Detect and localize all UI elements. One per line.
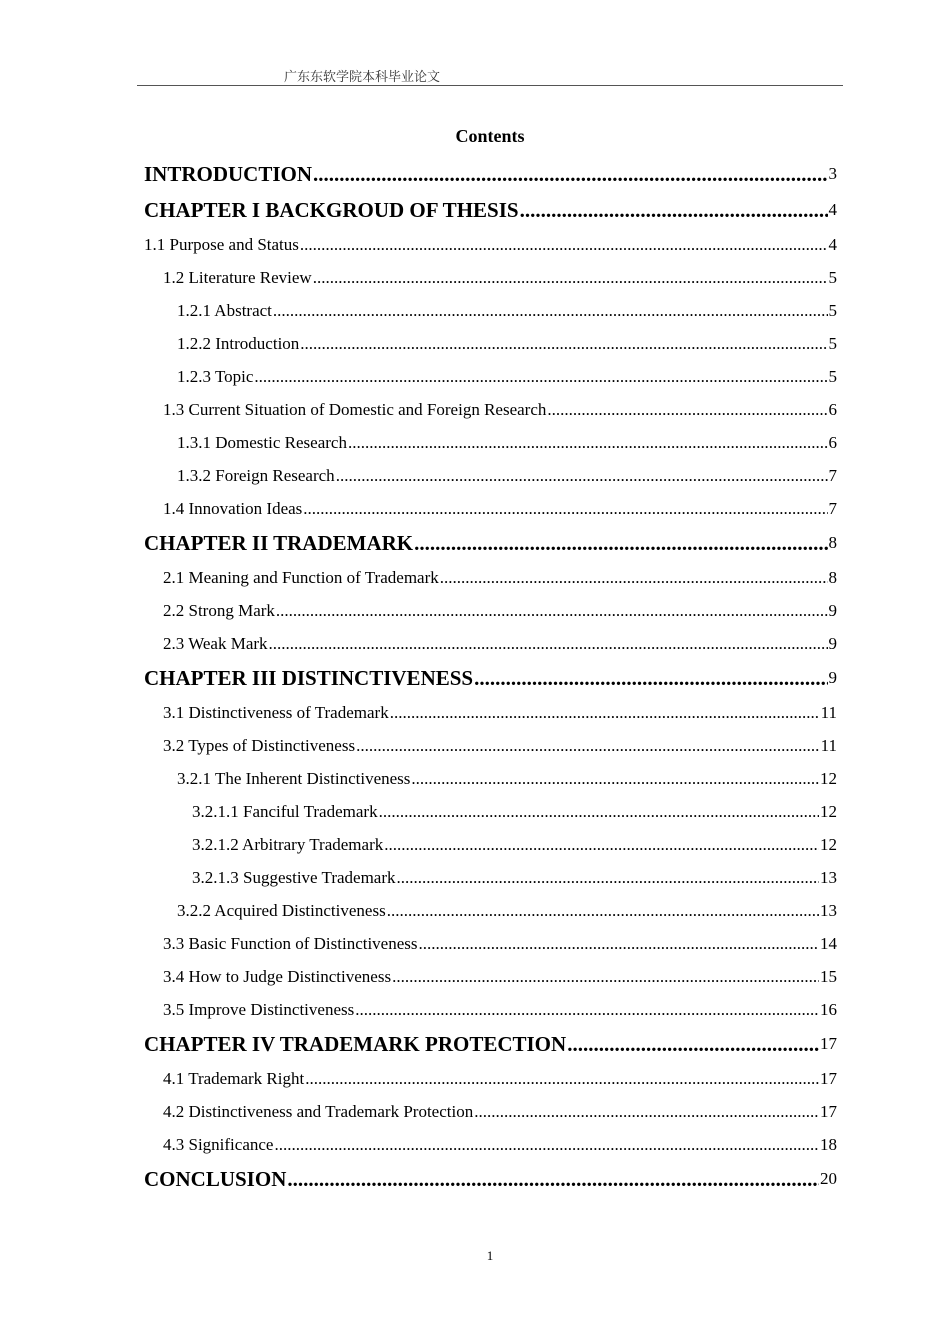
toc-entry-page: 17 (820, 1034, 837, 1053)
toc-section-entry[interactable] (144, 426, 837, 459)
running-header: 广东东软学院本科毕业论文 (284, 70, 441, 85)
toc-entry-label: 1.2.2 Introduction (177, 333, 300, 353)
toc-dot-leader (379, 802, 819, 822)
toc-entry-label: 1.3.1 Domestic Research (177, 432, 347, 452)
toc-dot-leader (547, 400, 827, 420)
toc-entry-label: INTRODUCTION (144, 161, 313, 186)
toc-entry-label: 2.2 Strong Mark (163, 600, 275, 620)
toc-dot-leader (384, 835, 819, 855)
toc-entry-label: 1.1 Purpose and Status (144, 234, 299, 254)
toc-entry-label: 1.2 Literature Review (163, 267, 312, 287)
toc-entry-label: CHAPTER II TRADEMARK (144, 530, 414, 555)
toc-section-entry[interactable] (144, 492, 837, 525)
toc-entry-page: 7 (828, 498, 837, 518)
toc-dot-leader (414, 531, 827, 556)
toc-entry-page: 6 (828, 399, 837, 419)
toc-entry-page: 8 (828, 567, 837, 587)
toc-chapter-entry[interactable] (144, 156, 837, 192)
toc-title: Contents (455, 126, 525, 146)
toc-entry-page: 5 (828, 366, 837, 386)
toc-section-entry[interactable] (144, 261, 837, 294)
toc-entry-label: 3.2.2 Acquired Distinctiveness (177, 900, 386, 920)
toc-entry-label: 3.2.1.1 Fanciful Trademark (192, 801, 378, 821)
toc-entry-page: 9 (828, 668, 837, 687)
toc-entry-label: 3.5 Improve Distinctiveness (163, 999, 355, 1019)
toc-chapter-entry[interactable] (144, 525, 837, 561)
toc-entry-page: 16 (820, 999, 837, 1019)
toc-dot-leader (254, 367, 827, 387)
toc-dot-leader (274, 1135, 819, 1155)
toc-section-entry[interactable] (144, 360, 837, 393)
toc-entry-label: 2.1 Meaning and Function of Trademark (163, 567, 439, 587)
toc-chapter-entry[interactable] (144, 1161, 837, 1197)
toc-dot-leader (392, 967, 819, 987)
toc-dot-leader (287, 1167, 819, 1192)
toc-section-entry[interactable] (144, 228, 837, 261)
toc-entry-label: 3.1 Distinctiveness of Trademark (163, 702, 389, 722)
toc-section-entry[interactable] (144, 561, 837, 594)
toc-dot-leader (273, 301, 828, 321)
toc-dot-leader (419, 934, 819, 954)
toc-chapter-entry[interactable] (144, 660, 837, 696)
toc-section-entry[interactable] (144, 927, 837, 960)
toc-entry-label: CONCLUSION (144, 1166, 287, 1191)
toc-dot-leader (313, 162, 827, 187)
toc-entry-label: 3.2.1.2 Arbitrary Trademark (192, 834, 384, 854)
toc-section-entry[interactable] (144, 894, 837, 927)
toc-section-entry[interactable] (144, 993, 837, 1026)
toc-entry-label: CHAPTER IV TRADEMARK PROTECTION (144, 1031, 567, 1056)
toc-dot-leader (303, 499, 827, 519)
toc-entry-page: 5 (828, 267, 837, 287)
toc-dot-leader (300, 334, 827, 354)
toc-dot-leader (355, 1000, 819, 1020)
toc-entry-label: 1.3.2 Foreign Research (177, 465, 335, 485)
toc-entry-label: 4.2 Distinctiveness and Trademark Protection (163, 1101, 474, 1121)
toc-dot-leader (387, 901, 819, 921)
header-divider (137, 85, 843, 86)
toc-section-entry[interactable] (144, 459, 837, 492)
toc-dot-leader (411, 769, 819, 789)
toc-entry-page: 17 (820, 1068, 837, 1088)
toc-entry-page: 12 (820, 768, 837, 788)
toc-entry-page: 13 (820, 867, 837, 887)
toc-dot-leader (567, 1032, 819, 1057)
toc-section-entry[interactable] (144, 1128, 837, 1161)
toc-entry-page: 7 (828, 465, 837, 485)
toc-dot-leader (300, 235, 828, 255)
toc-section-entry[interactable] (144, 861, 837, 894)
toc-entry-label: 1.2.3 Topic (177, 366, 254, 386)
toc-dot-leader (348, 433, 828, 453)
toc-section-entry[interactable] (144, 828, 837, 861)
toc-entry-label: CHAPTER III DISTINCTIVENESS (144, 665, 474, 690)
toc-entry-page: 17 (820, 1101, 837, 1121)
toc-entry-label: 4.1 Trademark Right (163, 1068, 305, 1088)
toc-dot-leader (276, 601, 828, 621)
toc-dot-leader (390, 703, 820, 723)
toc-section-entry[interactable] (144, 1095, 837, 1128)
toc-section-entry[interactable] (144, 1062, 837, 1095)
toc-section-entry[interactable] (144, 960, 837, 993)
toc-entry-label: 4.3 Significance (163, 1134, 274, 1154)
toc-dot-leader (269, 634, 828, 654)
toc-entry-label: 3.2 Types of Distinctiveness (163, 735, 356, 755)
toc-entry-label: 1.2.1 Abstract (177, 300, 272, 320)
toc-dot-leader (474, 666, 827, 691)
toc-entry-label: 1.3 Current Situation of Domestic and Foreign Research (163, 399, 547, 419)
toc-entry-page: 4 (828, 234, 837, 254)
toc-entry-page: 4 (828, 200, 837, 219)
toc-entry-page: 18 (820, 1134, 837, 1154)
toc-entry-page: 14 (820, 933, 837, 953)
toc-entry-page: 20 (820, 1169, 837, 1188)
toc-entry-page: 3 (828, 164, 837, 183)
toc-entry-label: 2.3 Weak Mark (163, 633, 268, 653)
toc-entry-page: 12 (820, 834, 837, 854)
toc-section-entry[interactable] (144, 294, 837, 327)
toc-section-entry[interactable] (144, 795, 837, 828)
toc-dot-leader (397, 868, 819, 888)
toc-dot-leader (440, 568, 828, 588)
toc-section-entry[interactable] (144, 327, 837, 360)
toc-entry-label: 1.4 Innovation Ideas (163, 498, 303, 518)
toc-dot-leader (520, 198, 828, 223)
table-of-contents (144, 156, 837, 1197)
toc-entry-page: 5 (828, 300, 837, 320)
toc-entry-page: 9 (828, 600, 837, 620)
toc-dot-leader (336, 466, 828, 486)
toc-entry-page: 5 (828, 333, 837, 353)
toc-chapter-entry[interactable] (144, 192, 837, 228)
toc-entry-page: 13 (820, 900, 837, 920)
toc-dot-leader (474, 1102, 819, 1122)
toc-section-entry[interactable] (144, 762, 837, 795)
toc-section-entry[interactable] (144, 627, 837, 660)
page-number: 1 (486, 1248, 494, 1263)
toc-entry-page: 9 (828, 633, 837, 653)
toc-dot-leader (313, 268, 828, 288)
toc-dot-leader (356, 736, 820, 756)
toc-section-entry[interactable] (144, 594, 837, 627)
toc-section-entry[interactable] (144, 729, 837, 762)
toc-dot-leader (305, 1069, 819, 1089)
toc-entry-page: 8 (828, 533, 837, 552)
toc-entry-page: 11 (820, 702, 837, 722)
toc-entry-label: 3.4 How to Judge Distinctiveness (163, 966, 392, 986)
toc-entry-label: 3.3 Basic Function of Distinctiveness (163, 933, 418, 953)
toc-section-entry[interactable] (144, 696, 837, 729)
toc-entry-label: 3.2.1 The Inherent Distinctiveness (177, 768, 411, 788)
toc-entry-page: 6 (828, 432, 837, 452)
toc-entry-page: 11 (820, 735, 837, 755)
toc-entry-page: 15 (820, 966, 837, 986)
toc-entry-label: 3.2.1.3 Suggestive Trademark (192, 867, 396, 887)
toc-section-entry[interactable] (144, 393, 837, 426)
toc-entry-label: CHAPTER I BACKGROUD OF THESIS (144, 197, 519, 222)
toc-chapter-entry[interactable] (144, 1026, 837, 1062)
toc-entry-page: 12 (820, 801, 837, 821)
